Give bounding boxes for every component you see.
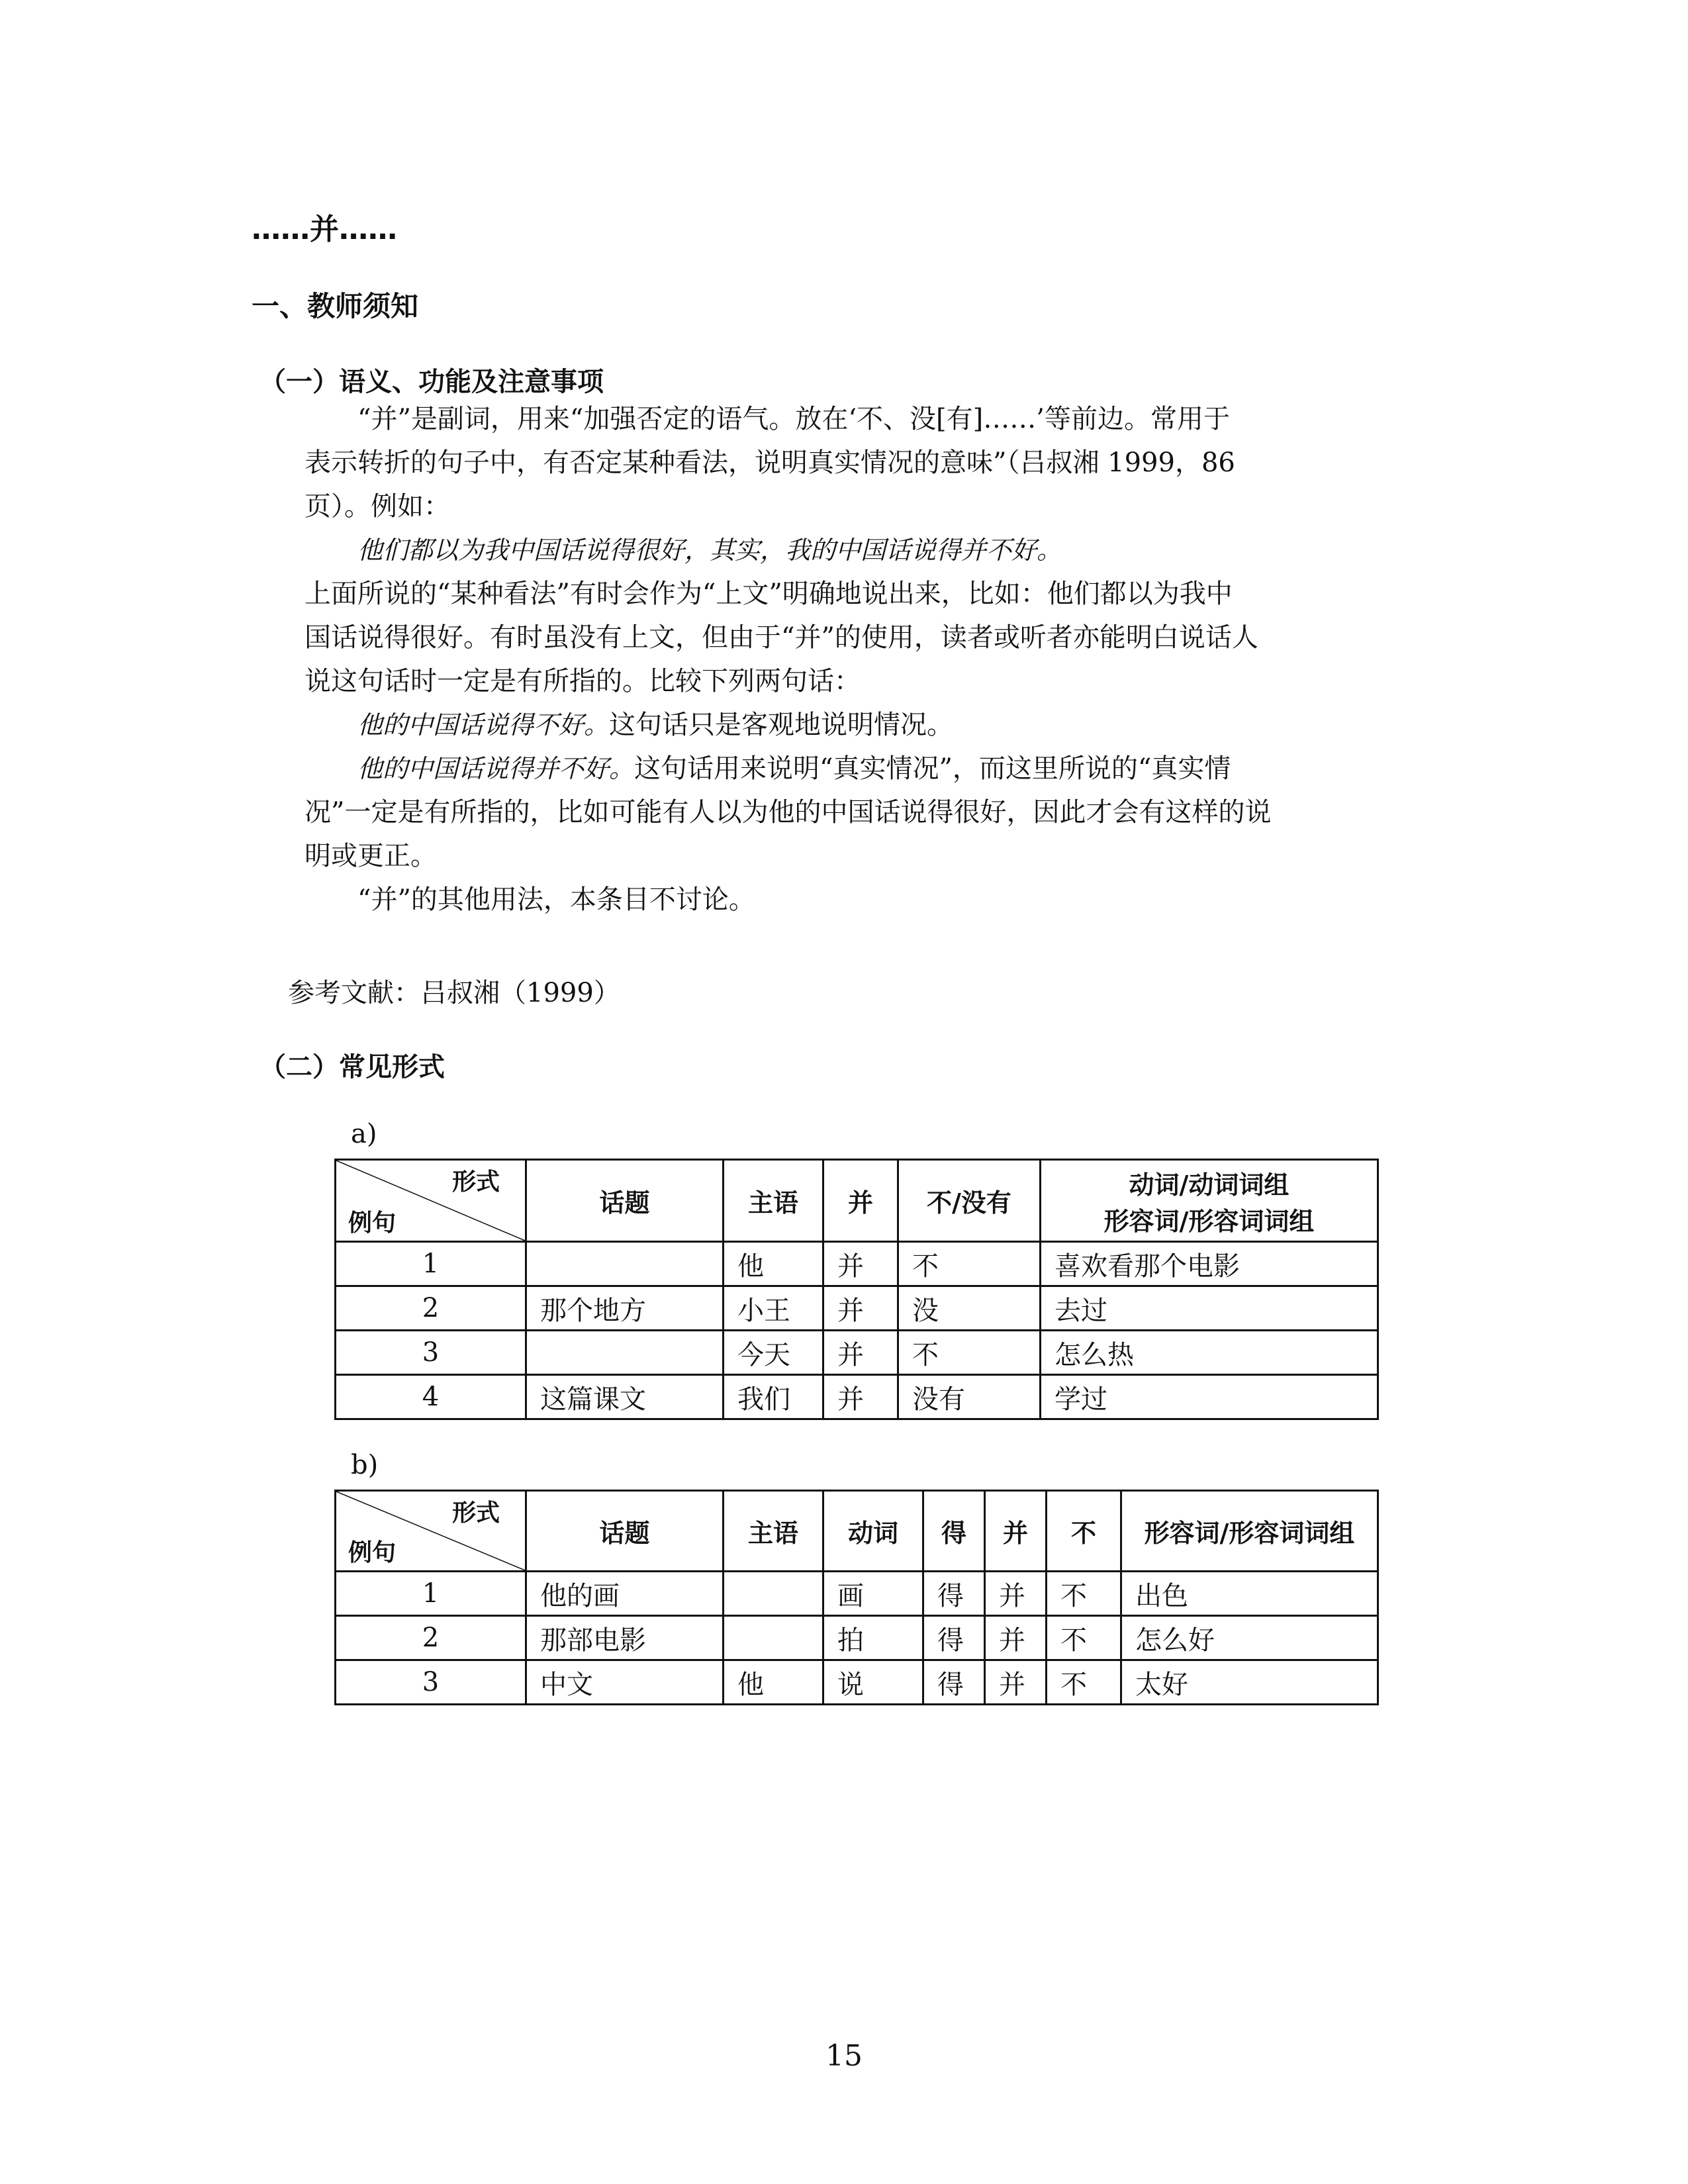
table-cell: 并 — [985, 1616, 1047, 1660]
column-header: 形容词/形容词词组 — [1121, 1491, 1378, 1572]
reference-line: 参考文献：吕叔湘（1999） — [288, 978, 620, 1008]
table-cell: 他 — [724, 1242, 823, 1286]
table-cell: 那个地方 — [526, 1286, 724, 1331]
diag-top-label: 形式 — [451, 1168, 500, 1196]
table-cell: 得 — [923, 1572, 985, 1616]
diag-bottom-label: 例句 — [348, 1539, 397, 1566]
paragraph-line: “并”的其他用法，本条目不讨论。 — [357, 884, 755, 915]
table-a-label: a) — [351, 1119, 377, 1149]
table-cell: 2 — [336, 1616, 526, 1660]
column-header: 主语 — [724, 1491, 823, 1572]
paragraph-line: 况”一定是有所指的，比如可能有人以为他的中国话说得很好，因此才会有这样的说 — [305, 797, 1272, 828]
diagonal-header-cell — [336, 1491, 526, 1572]
table-cell: 得 — [923, 1616, 985, 1660]
table-cell: 没有 — [898, 1375, 1041, 1419]
table-row — [336, 1660, 1378, 1705]
column-header: 不 — [1047, 1491, 1121, 1572]
table-cell: 太好 — [1121, 1660, 1378, 1705]
example-line — [305, 747, 1443, 790]
example-comment: 这句话用来说明“真实情况”，而这里所说的“真实情 — [634, 753, 1231, 784]
table-cell — [526, 1242, 724, 1286]
table-cell: 拍 — [823, 1616, 923, 1660]
example-italic: 他的中国话说得不好。 — [357, 710, 610, 739]
column-header: 不/没有 — [898, 1160, 1041, 1242]
subsection-heading-meaning: （一）语义、功能及注意事项 — [259, 367, 604, 397]
table-cell: 1 — [336, 1572, 526, 1616]
table-cell: 不 — [1047, 1616, 1121, 1660]
table-cell: 没 — [898, 1286, 1041, 1331]
example-italic: 他的中国话说得并不好。 — [357, 754, 635, 783]
table-cell: 不 — [898, 1242, 1041, 1286]
table-a — [334, 1159, 1379, 1420]
table-cell: 去过 — [1041, 1286, 1378, 1331]
example-line — [305, 703, 1443, 747]
diagonal-header-cell — [336, 1160, 526, 1242]
paragraph-line: 上面所说的“某种看法”有时会作为“上文”明确地说出来，比如：他们都以为我中 — [305, 579, 1233, 609]
table-row — [336, 1572, 1378, 1616]
table-cell — [724, 1616, 823, 1660]
body-text — [305, 397, 1443, 922]
table-cell: 不 — [1047, 1572, 1121, 1616]
table-cell: 喜欢看那个电影 — [1041, 1242, 1378, 1286]
table-cell: 出色 — [1121, 1572, 1378, 1616]
table-row — [336, 1242, 1378, 1286]
table-cell: 并 — [823, 1242, 898, 1286]
header-line: 动词/动词词组 — [1129, 1170, 1289, 1200]
table-row — [336, 1286, 1378, 1331]
table-row — [336, 1375, 1378, 1419]
table-cell: 这篇课文 — [526, 1375, 724, 1419]
table-row — [336, 1331, 1378, 1375]
table-cell: 并 — [823, 1286, 898, 1331]
column-header — [1041, 1160, 1378, 1242]
table-cell: 小王 — [724, 1286, 823, 1331]
column-header: 话题 — [526, 1160, 724, 1242]
column-header: 主语 — [724, 1160, 823, 1242]
page-number: 15 — [825, 2039, 863, 2073]
diag-bottom-label: 例句 — [348, 1210, 397, 1237]
table-cell: 今天 — [724, 1331, 823, 1375]
table-b — [334, 1490, 1379, 1705]
table-cell: 2 — [336, 1286, 526, 1331]
table-cell: 中文 — [526, 1660, 724, 1705]
table-cell: 说 — [823, 1660, 923, 1705]
example-sentence: 他们都以为我中国话说得很好，其实，我的中国话说得并不好。 — [357, 536, 1062, 565]
column-header: 并 — [985, 1491, 1047, 1572]
paragraph-line: “并”是副词，用来“加强否定的语气。放在‘不、没[有]……’等前边。常用于 — [357, 404, 1230, 434]
table-cell — [526, 1331, 724, 1375]
table-cell: 怎么热 — [1041, 1331, 1378, 1375]
table-cell: 4 — [336, 1375, 526, 1419]
table-cell: 学过 — [1041, 1375, 1378, 1419]
table-cell: 并 — [823, 1375, 898, 1419]
table-cell: 得 — [923, 1660, 985, 1705]
table-cell: 画 — [823, 1572, 923, 1616]
entry-title: ……并…… — [252, 213, 397, 246]
table-cell: 并 — [985, 1660, 1047, 1705]
table-cell — [724, 1572, 823, 1616]
column-header: 动词 — [823, 1491, 923, 1572]
subsection-heading-forms: （二）常见形式 — [259, 1052, 445, 1082]
header-line: 形容词/形容词词组 — [1103, 1206, 1315, 1236]
paragraph-line: 页）。例如： — [305, 491, 450, 522]
paragraph-line: 表示转折的句子中，有否定某种看法，说明真实情况的意味”（吕叔湘 1999，86 — [305, 448, 1235, 478]
table-cell: 并 — [985, 1572, 1047, 1616]
example-comment: 这句话只是客观地说明情况。 — [609, 710, 954, 740]
column-header: 得 — [923, 1491, 985, 1572]
table-cell: 不 — [1047, 1660, 1121, 1705]
table-cell: 怎么好 — [1121, 1616, 1378, 1660]
column-header: 并 — [823, 1160, 898, 1242]
table-cell: 1 — [336, 1242, 526, 1286]
table-cell: 我们 — [724, 1375, 823, 1419]
paragraph-line: 说这句话时一定是有所指的。比较下列两句话： — [305, 666, 861, 696]
table-b-label: b) — [351, 1450, 379, 1480]
paragraph-line: 明或更正。 — [305, 841, 437, 871]
section-heading: 一、教师须知 — [252, 290, 419, 322]
diag-top-label: 形式 — [451, 1499, 500, 1527]
table-cell: 那部电影 — [526, 1616, 724, 1660]
table-cell: 3 — [336, 1331, 526, 1375]
table-cell: 并 — [823, 1331, 898, 1375]
column-header: 话题 — [526, 1491, 724, 1572]
table-cell: 3 — [336, 1660, 526, 1705]
table-cell: 不 — [898, 1331, 1041, 1375]
paragraph-line: 国话说得很好。有时虽没有上文，但由于“并”的使用，读者或听者亦能明白说话人 — [305, 622, 1258, 653]
table-cell: 他 — [724, 1660, 823, 1705]
table-cell: 他的画 — [526, 1572, 724, 1616]
table-row — [336, 1616, 1378, 1660]
